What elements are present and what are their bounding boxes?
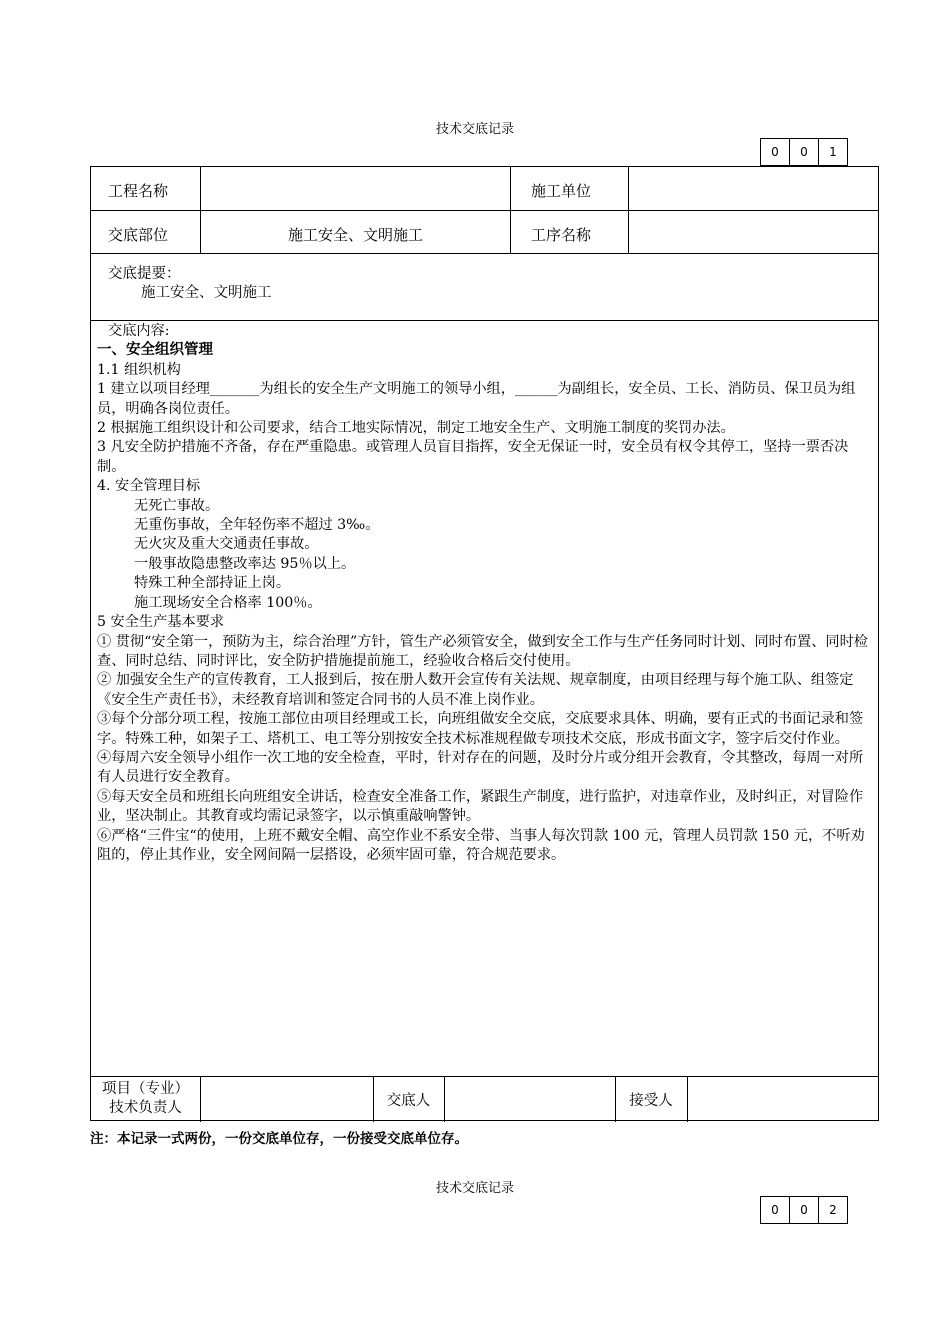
col-divider xyxy=(510,167,511,253)
content-paragraph: ③每个分部分项工程，按施工部位由项目经理或工长，向班组做安全交底，交底要求具体、明确，要有正式的书面记录和签字。特殊工种，如架子工、塔机工、电工等分别按安全技术标准规程做专项技术交底，形成书面文字，签字后交付作业。 xyxy=(97,711,864,747)
construction-unit-label: 施工单位 xyxy=(531,182,592,200)
process-label: 工序名称 xyxy=(531,226,592,244)
content-paragraph: ⑥严格“三件宝“的使用，上班不戴安全帽、高空作业不系安全带、当事人每次罚款 100 元，管理人员罚款 150 元，不听劝阻的，停止其作业，安全网间隔一层搭设，必须牢固可靠，符合规范要求。 xyxy=(97,827,865,863)
part-value: 施工安全、文明施工 xyxy=(287,226,423,244)
content-paragraph: 1 建立以项目经理_______为组长的安全生产文明施工的领导小组，______为副组长，安全员、工长、消防员、保卫员为组员，明确各岗位责任。 xyxy=(97,381,856,417)
discloser-label: 交底人 xyxy=(386,1093,431,1109)
content-paragraph: 无火灾及重大交通责任事故。 xyxy=(134,536,319,553)
tech-lead-label-line: 项目（专业） xyxy=(102,1081,189,1097)
record-number-digit: 1 xyxy=(818,139,847,165)
row-divider xyxy=(91,1076,878,1077)
col-divider xyxy=(628,167,629,253)
content-paragraph: ⑤每天安全员和班组长向班组安全讲话，检查安全准备工作，紧跟生产制度，进行监护，对违章作业，及时纠正，对冒险作业，坚决制止。其教育或均需记录签字，以示慎重敲响警钟。 xyxy=(97,788,864,825)
project-name-label: 工程名称 xyxy=(108,182,169,200)
content-paragraph: 无死亡事故。 xyxy=(134,497,220,514)
record-number-digit: 0 xyxy=(771,145,779,159)
record-number-digit: 0 xyxy=(789,1197,818,1223)
content-paragraph: 4. 安全管理目标 xyxy=(97,478,201,495)
part-label: 交底部位 xyxy=(108,226,169,244)
record-title-page2: 技术交底记录 xyxy=(435,1181,514,1196)
summary-label: 交底提要： xyxy=(108,266,181,282)
content-paragraph: 一般事故隐患整改率达 95％以上。 xyxy=(134,555,356,572)
content-paragraph: 无重伤事故，全年轻伤率不超过 3‰。 xyxy=(134,517,380,534)
content-paragraph: 1.1 组织机构 xyxy=(97,361,181,378)
content-paragraph: 5 安全生产基本要求 xyxy=(97,614,225,631)
record-number-digit: 0 xyxy=(771,1203,779,1217)
row-divider xyxy=(91,320,878,321)
record-number-box-page2 xyxy=(760,1196,848,1224)
content-paragraph: 施工现场安全合格率 100％。 xyxy=(134,594,322,611)
col-divider xyxy=(444,1076,445,1122)
summary-text: 施工安全、文明施工 xyxy=(141,285,272,301)
content-paragraphs xyxy=(97,341,872,865)
record-number-box xyxy=(760,138,848,166)
content-paragraph: ① 贯彻“安全第一，预防为主，综合治理”方针，管生产必须管安全，做到安全工作与生产任务同时计划、同时布置、同时检查、同时总结、同时评比，安全防护措施提前施工，经验收合格后交付使用。 xyxy=(97,633,868,669)
receiver-label: 接受人 xyxy=(629,1093,673,1109)
record-number-digit: 2 xyxy=(818,1197,847,1223)
content-paragraph: 特殊工种全部持证上岗。 xyxy=(134,575,291,592)
content-label: 交底内容: xyxy=(108,323,170,339)
content-paragraph: 2 根据施工组织设计和公司要求，结合工地实际情况，制定工地安全生产、文明施工制度的奖罚办法。 xyxy=(97,420,735,437)
col-divider xyxy=(200,1076,201,1122)
record-form xyxy=(90,166,879,1121)
section-heading: 一、安全组织管理 xyxy=(97,342,213,359)
col-divider xyxy=(687,1076,688,1122)
row-divider xyxy=(91,253,878,254)
content-paragraph: 3 凡安全防护措施不齐备，存在严重隐患。或管理人员盲目指挥，安全无保证一时，安全员有权令其停工，坚持一票否决制。 xyxy=(97,439,849,475)
content-paragraph: ④每周六安全领导小组作一次工地的安全检查，平时，针对存在的问题，及时分片或分组开会教育，令其整改，每周一对所有人员进行安全教育。 xyxy=(97,749,864,786)
tech-lead-label-line: 技术负责人 xyxy=(109,1100,182,1116)
record-title: 技术交底记录 xyxy=(435,122,514,137)
content-body xyxy=(97,322,872,865)
content-paragraph: ② 加强安全生产的宣传教育，工人报到后，按在册人数开会宣传有关法规、规章制度，由项目经理与每个施工队、组签定《安全生产责任书》，未经教育培训和签定合同书的人员不准上岗作业。 xyxy=(97,672,854,708)
record-note: 注：本记录一式两份，一份交底单位存，一份接受交底单位存。 xyxy=(90,1131,468,1147)
tech-lead-label xyxy=(91,1080,200,1118)
row-divider xyxy=(91,210,878,211)
record-number-digit: 0 xyxy=(789,139,818,165)
